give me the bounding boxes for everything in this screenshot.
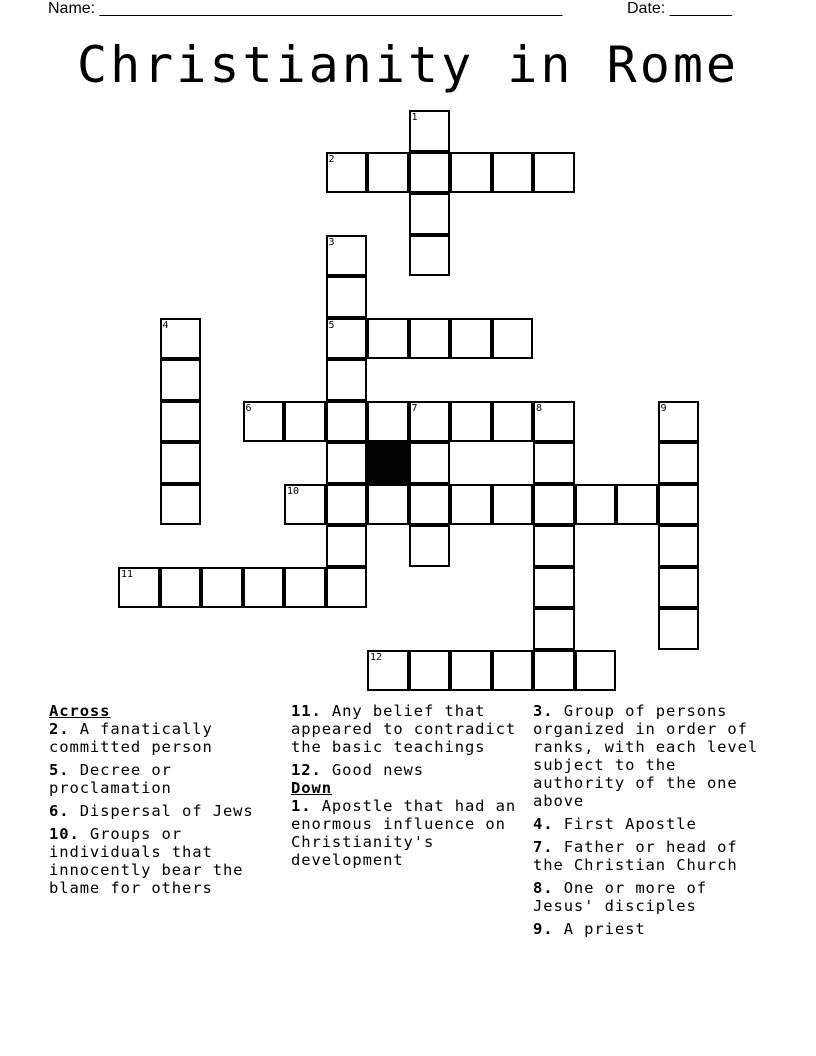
name-field-label: Name: ____________________________________________________ <box>48 0 563 17</box>
grid-cell[interactable] <box>160 484 202 526</box>
clue-text: One or more of Jesus' disciples <box>533 879 707 915</box>
grid-cell[interactable] <box>658 567 700 609</box>
cell-number: 12 <box>370 651 383 663</box>
cell-number: 5 <box>328 319 335 331</box>
grid-cell[interactable] <box>367 650 409 692</box>
grid-cell[interactable] <box>492 650 534 692</box>
grid-cell[interactable] <box>658 401 700 443</box>
clue-text: Dispersal of Jews <box>69 802 254 820</box>
grid-cell[interactable] <box>658 608 700 650</box>
grid-cell[interactable] <box>243 567 285 609</box>
cell-number: 8 <box>536 402 543 414</box>
grid-cell[interactable] <box>492 318 534 360</box>
grid-cell[interactable] <box>284 401 326 443</box>
grid-cell[interactable] <box>326 401 368 443</box>
grid-cell[interactable] <box>533 442 575 484</box>
cell-number: 1 <box>411 112 418 123</box>
cell-number: 4 <box>162 319 169 331</box>
clue-text: Apostle that had an enormous influence on Christianity's development <box>291 797 517 869</box>
clue-number: 2. <box>49 720 70 738</box>
grid-cell[interactable] <box>160 359 202 401</box>
cell-number: 11 <box>121 568 134 580</box>
clue-text: A priest <box>553 920 646 938</box>
clue-across-2 <box>49 720 281 756</box>
grid-cell[interactable] <box>450 318 492 360</box>
clue-across-5 <box>49 761 281 797</box>
clue-number: 1. <box>291 797 312 815</box>
grid-cell[interactable] <box>450 484 492 526</box>
clue-text: Decree or proclamation <box>49 761 172 797</box>
grid-cell[interactable] <box>284 484 326 526</box>
grid-cell[interactable] <box>409 235 451 277</box>
black-cell <box>367 442 409 484</box>
grid-cell[interactable] <box>326 484 368 526</box>
grid-cell[interactable] <box>533 484 575 526</box>
grid-cell[interactable] <box>616 484 658 526</box>
clue-text: Group of persons organized in order of ranks, with each level subject to the authority of the one above <box>533 702 759 810</box>
grid-cell[interactable] <box>533 567 575 609</box>
grid-cell[interactable] <box>160 567 202 609</box>
grid-cell[interactable] <box>326 525 368 567</box>
clue-number: 6. <box>49 802 70 820</box>
grid-cell[interactable] <box>326 152 368 194</box>
grid-cell[interactable] <box>533 401 575 443</box>
grid-cell[interactable] <box>492 401 534 443</box>
grid-cell[interactable] <box>533 525 575 567</box>
clue-across-11 <box>291 702 523 756</box>
grid-cell[interactable] <box>326 442 368 484</box>
cell-number: 10 <box>287 485 300 497</box>
clue-text: Any belief that appeared to contradict the basic teachings <box>291 702 517 756</box>
clue-number: 10. <box>49 825 80 843</box>
grid-cell[interactable] <box>367 484 409 526</box>
clue-across-10 <box>49 825 281 897</box>
clue-number: 3. <box>533 702 554 720</box>
clue-text: First Apostle <box>553 815 697 833</box>
clue-down-4 <box>533 815 773 833</box>
clue-across-12 <box>291 761 523 779</box>
grid-cell[interactable] <box>658 484 700 526</box>
grid-cell[interactable] <box>201 567 243 609</box>
grid-cell[interactable] <box>409 401 451 443</box>
clue-number: 9. <box>533 920 554 938</box>
down-heading: Down <box>291 779 332 797</box>
grid-cell[interactable] <box>409 442 451 484</box>
clue-number: 12. <box>291 761 322 779</box>
across-heading: Across <box>49 702 111 720</box>
grid-cell[interactable] <box>658 442 700 484</box>
grid-cell[interactable] <box>575 484 617 526</box>
grid-cell[interactable] <box>409 152 451 194</box>
clue-across-6 <box>49 802 281 820</box>
grid-cell[interactable] <box>326 359 368 401</box>
clues-column-2 <box>291 702 523 874</box>
grid-cell[interactable] <box>118 567 160 609</box>
clue-text: Good news <box>321 761 425 779</box>
clue-number: 4. <box>533 815 554 833</box>
clue-number: 7. <box>533 838 554 856</box>
grid-cell[interactable] <box>160 442 202 484</box>
grid-cell[interactable] <box>326 235 368 277</box>
cell-number: 2 <box>328 153 335 165</box>
grid-cell[interactable] <box>409 525 451 567</box>
grid-cell[interactable] <box>492 152 534 194</box>
grid-cell[interactable] <box>450 401 492 443</box>
grid-cell[interactable] <box>409 318 451 360</box>
clues-column-1 <box>49 702 281 902</box>
cell-number: 3 <box>328 236 335 248</box>
grid-cell[interactable] <box>367 318 409 360</box>
clue-down-1 <box>291 797 523 869</box>
grid-cell[interactable] <box>450 650 492 692</box>
cell-number: 7 <box>411 402 418 414</box>
cell-number: 6 <box>245 402 252 414</box>
grid-cell[interactable] <box>533 608 575 650</box>
grid-cell[interactable] <box>533 650 575 692</box>
grid-cell[interactable] <box>367 401 409 443</box>
clue-number: 5. <box>49 761 70 779</box>
clue-text: A fanatically committed person <box>49 720 213 756</box>
grid-cell[interactable] <box>492 484 534 526</box>
clue-down-9 <box>533 920 773 938</box>
clues-column-3 <box>533 702 773 943</box>
grid-cell[interactable] <box>284 567 326 609</box>
clue-down-8 <box>533 879 773 915</box>
clue-text: Groups or individuals that innocently bear the blame for others <box>49 825 244 897</box>
grid-cell[interactable] <box>450 152 492 194</box>
grid-cell[interactable] <box>409 110 451 152</box>
clue-number: 8. <box>533 879 554 897</box>
clue-text: Father or head of the Christian Church <box>533 838 738 874</box>
grid-cell[interactable] <box>533 152 575 194</box>
grid-cell[interactable] <box>409 650 451 692</box>
grid-cell[interactable] <box>409 484 451 526</box>
grid-cell[interactable] <box>658 525 700 567</box>
clue-down-3 <box>533 702 773 810</box>
clue-down-7 <box>533 838 773 874</box>
grid-cell[interactable] <box>575 650 617 692</box>
grid-cell[interactable] <box>367 152 409 194</box>
date-field-label: Date: _______ <box>627 0 732 17</box>
grid-cell[interactable] <box>160 401 202 443</box>
cell-number: 9 <box>660 402 667 414</box>
grid-cell[interactable] <box>326 318 368 360</box>
grid-cell[interactable] <box>326 567 368 609</box>
clue-number: 11. <box>291 702 322 720</box>
grid-cell[interactable] <box>409 193 451 235</box>
grid-cell[interactable] <box>160 318 202 360</box>
grid-cell[interactable] <box>243 401 285 443</box>
page-title: Christianity in Rome <box>76 36 740 94</box>
grid-cell[interactable] <box>326 276 368 318</box>
